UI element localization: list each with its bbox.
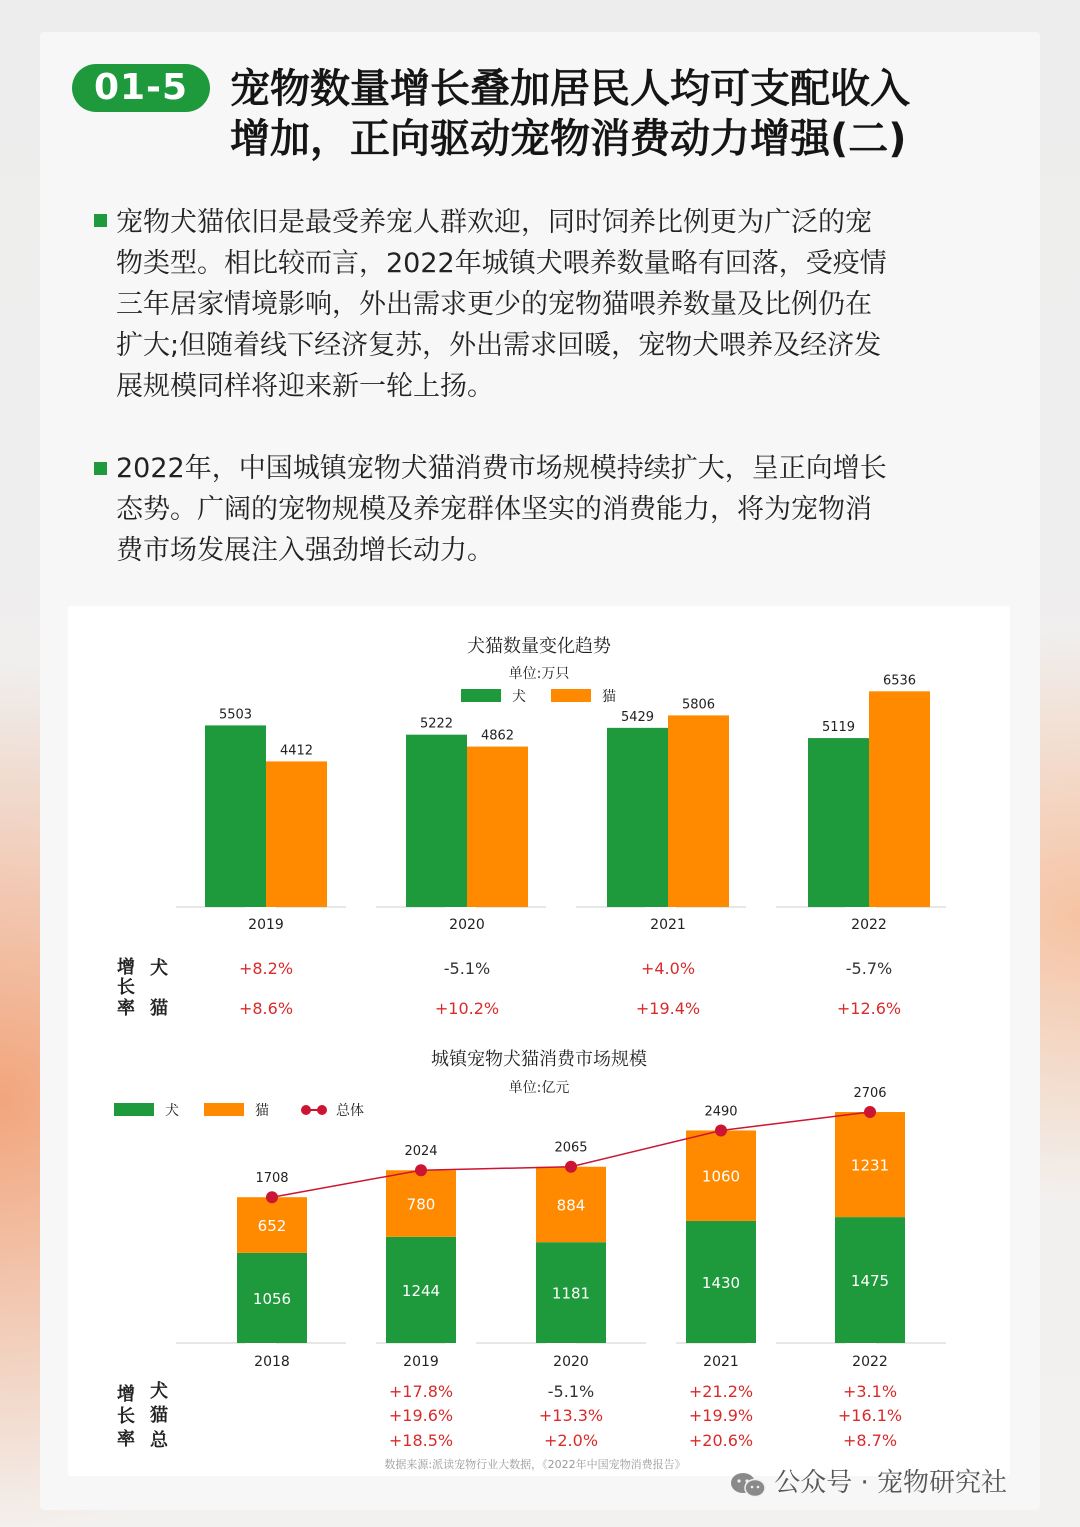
watermark-text: 公众号 · 宠物研究社 [774,1468,1008,1498]
chart2-data-label-dog: 1475 [850,1272,890,1291]
chart1-data-label: 5806 [681,697,716,713]
chart2-data-label-dog: 1430 [701,1273,741,1292]
chart1-growth-value: +8.2% [238,959,294,978]
chart1-xtick: 2021 [650,917,686,933]
chart2-growth-row-name: 总 [150,1430,168,1451]
chart2-legend-cat: 猫 [255,1103,269,1119]
chart1-xtick: 2019 [248,917,284,933]
chart2-title: 城镇宠物犬猫消费市场规模 [431,1049,647,1070]
chart2-growth-value: +21.2% [688,1382,754,1401]
title-line-2: 增加，正向驱动宠物消费动力增强(二) [230,116,907,162]
chart2-xtick: 2022 [852,1354,888,1370]
title-line-1: 宠物数量增长叠加居民人均可支配收入 [230,66,910,112]
chart1-data-label: 5429 [620,709,655,725]
chart2-data-label-cat: 652 [257,1217,287,1236]
chart1-subtitle: 单位:万只 [508,666,570,682]
section-badge: 01-5 [72,64,210,112]
charts-svg [68,606,1010,1476]
chart2-growth-value: +2.0% [543,1431,599,1450]
chart1-growth-value: -5.1% [443,959,491,978]
chart1-title: 犬猫数量变化趋势 [467,636,611,657]
chart1-bar-cat [869,691,930,907]
chart1-bar-dog [205,725,266,907]
chart2-total-point [266,1191,278,1203]
chart2-total-point [715,1124,727,1136]
chart1-bar-cat [668,715,729,907]
chart2-legend-cat-swatch [204,1103,244,1116]
chart1-data-label: 5222 [419,716,454,732]
chart2-growth-label: 长 [117,1406,135,1427]
chart1-legend-dog: 犬 [512,689,526,705]
chart2-growth-row-name: 猫 [150,1405,168,1426]
chart2-data-label-dog: 1056 [252,1289,292,1308]
paragraph-line: 态势。广阔的宠物规模及养宠群体坚实的消费能力，将为宠物消 [116,494,872,525]
chart1-bar-cat [467,747,528,907]
paragraph-line: 2022年，中国城镇宠物犬猫消费市场规模持续扩大，呈正向增长 [116,453,887,484]
paragraph-1 [116,202,996,407]
chart2-growth-value: -5.1% [547,1382,595,1401]
chart1-bar-dog [406,735,467,907]
chart2-growth-value: +13.3% [538,1406,604,1425]
chart1-legend-dog-swatch [461,689,501,702]
chart1-growth-label: 长 [117,977,135,998]
chart2-data-label-cat: 780 [406,1195,436,1214]
chart1-growth-value: +12.6% [836,999,902,1018]
chart2-growth-label: 增 [117,1384,135,1405]
chart1-growth-label: 率 [117,998,135,1019]
chart2-growth-value: +20.6% [688,1431,754,1450]
chart2-growth-value: +19.9% [688,1406,754,1425]
chart2-growth-value: +16.1% [837,1406,903,1425]
watermark [730,1462,1007,1499]
paragraph-line: 扩大;但随着线下经济复苏，外出需求回暖，宠物犬喂养及经济发 [116,330,882,361]
chart2-growth-value: +19.6% [388,1406,454,1425]
chart1-data-label: 4862 [480,728,515,744]
chart2-data-label-total: 2065 [554,1140,588,1156]
chart2-xtick: 2020 [553,1354,589,1370]
wechat-icon [730,1471,766,1497]
chart1-growth-value: +8.6% [238,999,294,1018]
paragraph-line: 三年居家情境影响，外出需求更少的宠物猫喂养数量及比例仍在 [116,289,872,320]
paragraph-line: 宠物犬猫依旧是最受养宠人群欢迎，同时饲养比例更为广泛的宠 [116,207,872,238]
chart1-growth-label: 增 [117,957,135,978]
bullet-square-icon [94,462,107,475]
chart2-legend-dog: 犬 [165,1103,179,1119]
chart2-growth-value: +17.8% [388,1382,454,1401]
chart1-growth-value: +4.0% [640,959,696,978]
chart1-data-label: 4412 [279,743,314,759]
chart2-data-label-cat: 1060 [701,1167,741,1186]
chart2-data-label-cat: 1231 [850,1156,890,1175]
chart1-growth-row-name: 犬 [150,958,168,979]
chart2-legend-total-dot [301,1105,311,1115]
chart1-bar-dog [808,738,869,907]
chart2-growth-value: +18.5% [388,1431,454,1450]
chart1-data-label: 5503 [218,707,253,723]
chart1-data-label: 6536 [882,673,917,689]
paragraph-line: 展规模同样将迎来新一轮上扬。 [116,371,494,402]
chart2-xtick: 2021 [703,1354,739,1370]
bullet-square-icon [94,214,107,227]
chart1-xtick: 2020 [449,917,485,933]
chart2-data-label-cat: 884 [556,1196,586,1215]
chart2-data-label-dog: 1181 [551,1284,591,1303]
chart2-total-point [565,1161,577,1173]
chart1-growth-value: -5.7% [845,959,893,978]
page-title [230,64,1020,164]
chart2-subtitle: 单位:亿元 [508,1080,570,1096]
chart1-growth-value: +19.4% [635,999,701,1018]
paragraph-2 [116,448,996,571]
chart1-growth-row-name: 猫 [150,998,168,1019]
chart2-legend-total-dot [317,1105,327,1115]
chart2-data-label-total: 2024 [404,1144,438,1160]
chart1-growth-value: +10.2% [434,999,500,1018]
chart1-xtick: 2022 [851,917,887,933]
chart2-legend-dog-swatch [114,1103,154,1116]
chart2-total-point [864,1106,876,1118]
chart2-data-label-dog: 1244 [401,1281,441,1300]
chart2-xtick: 2018 [254,1354,290,1370]
paragraph-line: 费市场发展注入强劲增长动力。 [116,535,494,566]
chart2-data-label-total: 1708 [255,1171,289,1187]
chart1-data-label: 5119 [821,720,856,736]
chart2-data-label-total: 2706 [853,1086,887,1102]
chart1-bar-dog [607,728,668,907]
chart1-legend-cat: 猫 [602,689,616,705]
chart2-growth-row-name: 犬 [150,1381,168,1402]
chart2-data-label-total: 2490 [704,1104,738,1120]
chart2-legend-total: 总体 [336,1103,364,1119]
chart2-growth-value: +3.1% [842,1382,898,1401]
paragraph-line: 物类型。相比较而言，2022年城镇犬喂养数量略有回落，受疫情 [116,248,887,279]
chart1-legend-cat-swatch [551,689,591,702]
chart-panel [68,606,1010,1476]
chart1-bar-cat [266,761,327,907]
chart2-xtick: 2019 [403,1354,439,1370]
chart2-growth-value: +8.7% [842,1431,898,1450]
chart2-growth-label: 率 [117,1429,135,1450]
chart2-total-point [415,1164,427,1176]
source-note: 数据来源:派读宠物行业大数据，《2022年中国宠物消费报告》 [384,1458,686,1471]
